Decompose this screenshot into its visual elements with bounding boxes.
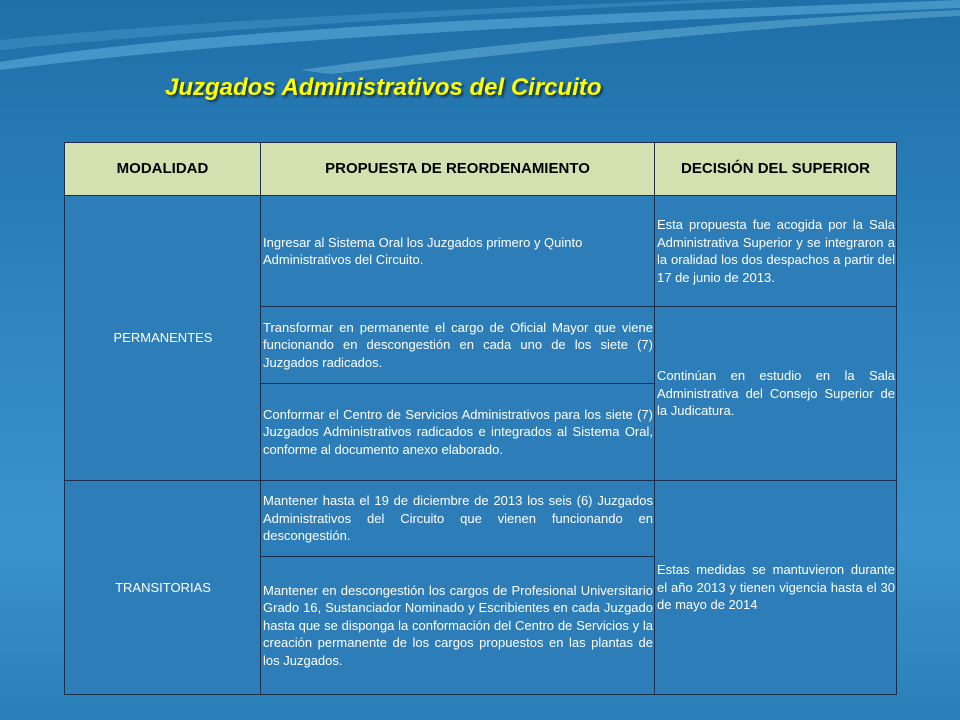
decision-cell: Esta propuesta fue acogida por la Sala Administrativa Superior y se integraron a la oralidad los dos despachos a partir del 17 de junio de 2013. [655,196,897,307]
proposal-cell: Mantener hasta el 19 de diciembre de 2013 los seis (6) Juzgados Administrativos del Circuito que vienen funcionando en descongestión. [261,481,655,557]
header-decision: DECISIÓN DEL SUPERIOR [655,143,897,196]
proposal-cell: Mantener en descongestión los cargos de Profesional Universitario Grado 16, Sustanciador Nominado y Escribientes en cada Juzgado hasta que se disponga la conformación del Centro de Servicios y la creación permanente de los cargos propuestos en las plantas de los Juzgados. [261,557,655,695]
header-swoosh-decoration [0,0,960,120]
decision-cell: Continúan en estudio en la Sala Administrativa del Consejo Superior de la Judicatura. [655,307,897,481]
header-modalidad: MODALIDAD [65,143,261,196]
reorganization-table [64,142,897,695]
proposal-cell: Conformar el Centro de Servicios Administrativos para los siete (7) Juzgados Administrativos radicados e integrados al Sistema Oral, conforme al documento anexo elaborado. [261,384,655,481]
proposal-cell: Ingresar al Sistema Oral los Juzgados primero y Quinto Administrativos del Circuito. [261,196,655,307]
header-propuesta: PROPUESTA DE REORDENAMIENTO [261,143,655,196]
table-header-row [65,143,897,196]
page-title: Juzgados Administrativos del Circuito [165,74,602,101]
proposal-cell: Transformar en permanente el cargo de Oficial Mayor que viene funcionando en descongestión en cada uno de los siete (7) Juzgados radicados. [261,307,655,384]
modalidad-transitorias: TRANSITORIAS [65,481,261,695]
modalidad-permanentes: PERMANENTES [65,196,261,481]
decision-cell: Estas medidas se mantuvieron durante el año 2013 y tienen vigencia hasta el 30 de mayo de 2014 [655,481,897,695]
table-row [65,481,897,557]
table-row [65,196,897,307]
